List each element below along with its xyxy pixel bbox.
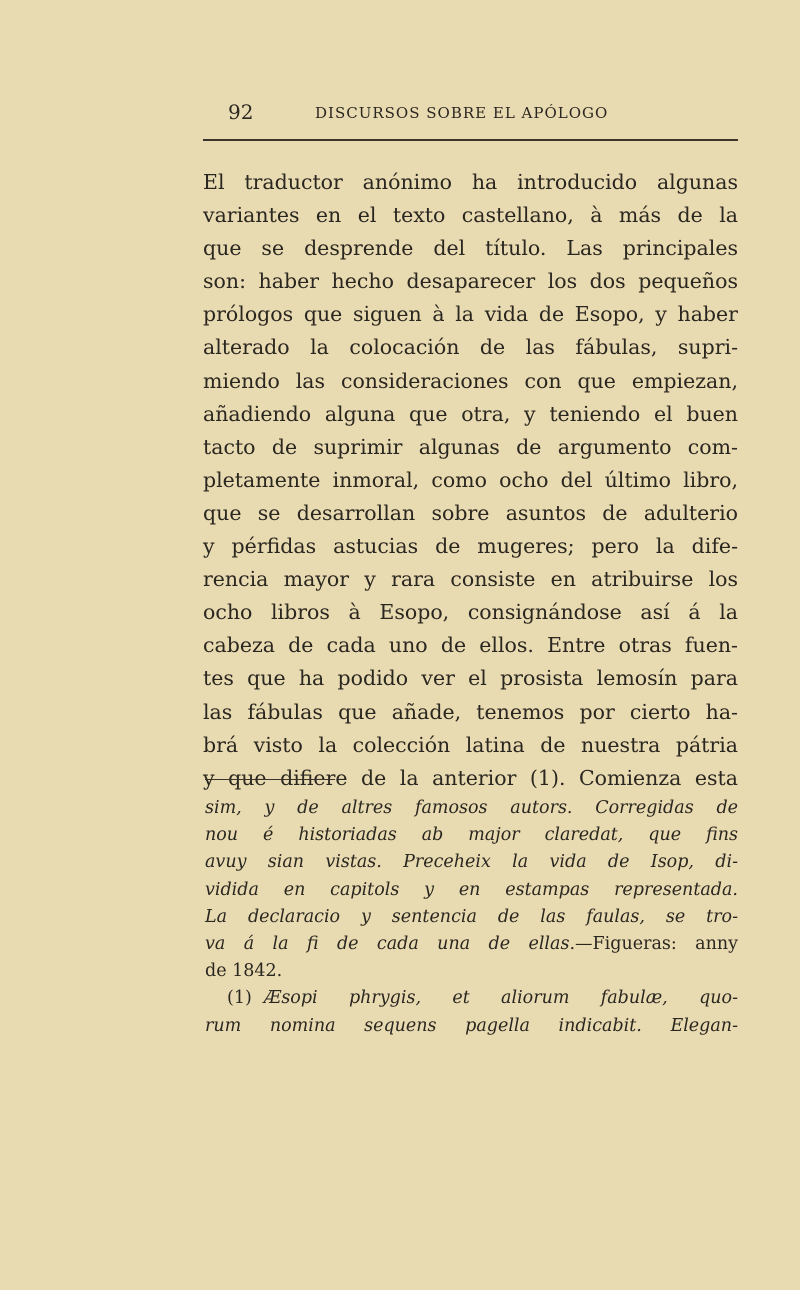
body-text [203, 166, 738, 795]
body-line: que se desarrollan sobre asuntos de adulterio [203, 500, 738, 525]
footnote-italic: sim, y de altres famosos autors. Corregidas de [205, 798, 738, 818]
footnote-italic: avuy sian vistas. Preceheix la vida de Isop, di- [205, 852, 738, 873]
body-line: que se desprende del título. Las principales [203, 236, 738, 261]
footnote-marker: (1) [227, 988, 252, 1009]
footnotes [205, 795, 738, 1040]
body-line: cabeza de cada uno de ellos. Entre otras fuen- [203, 633, 738, 658]
footnote-rule [205, 779, 335, 780]
footnote-italic: La declaracio y sentencia de las faulas, se tro- [205, 906, 738, 927]
footnote-roman: de 1842. [205, 961, 283, 982]
page-number: 92 [228, 100, 254, 124]
footnote-italic: rum nomina sequens pagella indicabit. Elegan- [205, 1015, 738, 1036]
body-line: miendo las consideraciones con que empiezan, [203, 368, 738, 393]
body-line: y pérfidas astucias de mugeres; pero la dife- [203, 534, 738, 559]
footnote-line [205, 795, 738, 822]
body-line: añadiendo alguna que otra, y teniendo el buen [203, 401, 738, 426]
footnote-1-line [205, 1013, 738, 1040]
footnote-line [205, 822, 738, 849]
body-line: variantes en el texto castellano, à más de la [203, 203, 738, 228]
body-line: El traductor anónimo ha introducido algunas [203, 170, 738, 194]
body-line: las fábulas que añade, tenemos por cierto ha- [203, 699, 738, 724]
footnote-italic: vidida en capitols y en estampas representada. [205, 879, 738, 900]
footnote-1-line [205, 985, 738, 1012]
header-rule [203, 139, 738, 141]
footnote-line [205, 849, 738, 876]
footnote-italic: Æsopi phrygis, et aliorum fabulæ, quo- [263, 988, 738, 1009]
body-line: tes que ha podido ver el prosista lemosín para [203, 666, 738, 691]
footnote-line [205, 904, 738, 931]
body-line: pletamente inmoral, como ocho del último libro, [203, 467, 738, 492]
body-line: brá visto la colección latina de nuestra pátria [203, 732, 738, 757]
footnote-line [205, 931, 738, 958]
body-line: rencia mayor y rara consiste en atribuirse los [203, 567, 738, 592]
body-line: alterado la colocación de las fábulas, supri- [203, 335, 738, 360]
footnote-italic: nou é historiadas ab major claredat, que fins [205, 825, 738, 846]
footnote-line [205, 958, 738, 985]
footnote-roman: —Figueras: anny [575, 933, 739, 954]
body-line: ocho libros à Esopo, consignándose así á la [203, 600, 738, 625]
running-header [203, 100, 738, 126]
body-line: tacto de suprimir algunas de argumento com- [203, 434, 738, 459]
footnote-line [205, 877, 738, 904]
footnote-italic: va á la fi de cada una de ellas. [205, 933, 576, 954]
body-line: son: haber hecho desaparecer los dos pequeños [203, 269, 738, 294]
body-line: y que difiere de la anterior (1). Comienza esta [203, 765, 738, 790]
running-title: DISCURSOS SOBRE EL APÓLOGO [315, 104, 609, 122]
body-line: prólogos que siguen à la vida de Esopo, y haber [203, 302, 738, 327]
